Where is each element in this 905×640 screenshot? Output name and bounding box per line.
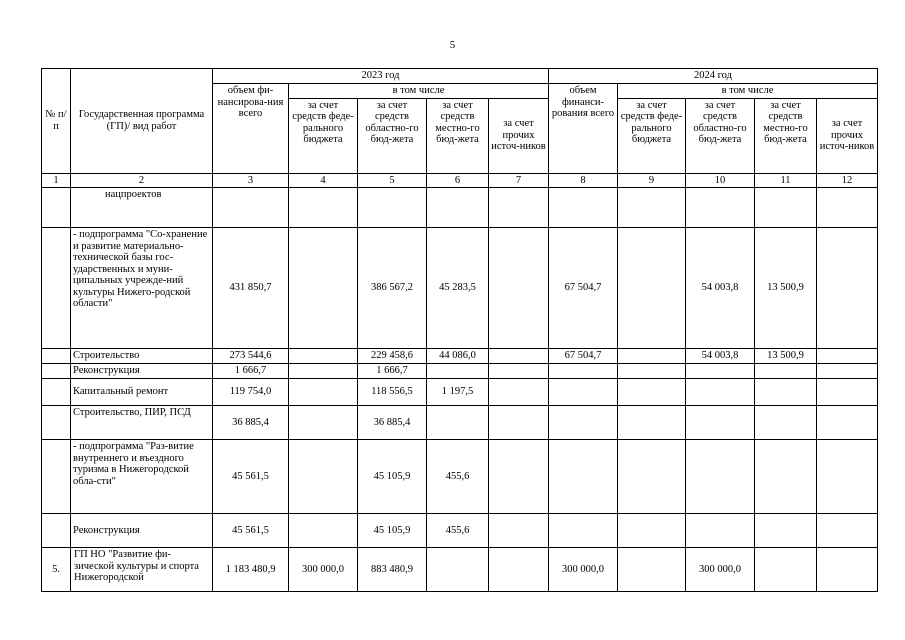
cell-other-2023 <box>489 548 549 592</box>
cell-other-2023 <box>489 440 549 514</box>
cell-other-2024 <box>817 364 878 379</box>
header-total-2023: объем фи-нансирова-ния всего <box>213 84 289 174</box>
cell-local-2023 <box>427 406 489 440</box>
row-name: Реконструкция <box>71 514 213 548</box>
row-number <box>42 349 71 364</box>
cell-total-2024: 67 504,7 <box>549 349 618 364</box>
cell-local-2024: 13 500,9 <box>755 228 817 349</box>
cell-local-2024 <box>755 364 817 379</box>
cell-other-2024 <box>817 406 878 440</box>
cell-regional-2023: 883 480,9 <box>358 548 427 592</box>
cell-total-2023: 45 561,5 <box>213 514 289 548</box>
row-number: 5. <box>42 548 71 592</box>
cell-regional-2023: 118 556,5 <box>358 379 427 406</box>
column-number: 5 <box>358 173 427 188</box>
cell-regional-2024 <box>686 379 755 406</box>
cell-total-2023: 119 754,0 <box>213 379 289 406</box>
header-other-2023: за счет прочих источ-ников <box>489 98 549 173</box>
row-name: Строительство <box>71 349 213 364</box>
cell-total-2024: 67 504,7 <box>549 228 618 349</box>
header-program: Государственная программа (ГП)/ вид работ <box>71 69 213 174</box>
cell-other-2024 <box>817 379 878 406</box>
table-row <box>42 379 878 406</box>
cell-local-2023 <box>427 548 489 592</box>
cell-regional-2023 <box>358 188 427 228</box>
cell-regional-2023: 45 105,9 <box>358 440 427 514</box>
cell-other-2023 <box>489 364 549 379</box>
header-local-2024: за счет средств местно-го бюд-жета <box>755 98 817 173</box>
cell-regional-2023: 229 458,6 <box>358 349 427 364</box>
cell-federal-2024 <box>618 188 686 228</box>
table-row <box>42 349 878 364</box>
cell-federal-2023 <box>289 379 358 406</box>
cell-other-2023 <box>489 514 549 548</box>
table-row <box>42 364 878 379</box>
cell-federal-2024 <box>618 514 686 548</box>
cell-other-2024 <box>817 228 878 349</box>
row-name: нацпроектов <box>71 188 213 228</box>
cell-regional-2024: 54 003,8 <box>686 228 755 349</box>
cell-other-2024 <box>817 188 878 228</box>
cell-local-2024 <box>755 548 817 592</box>
cell-total-2024 <box>549 440 618 514</box>
table-row <box>42 228 878 349</box>
column-number: 11 <box>755 173 817 188</box>
header-year-2024: 2024 год <box>549 69 878 84</box>
column-number: 7 <box>489 173 549 188</box>
row-name: Реконструкция <box>71 364 213 379</box>
budget-table <box>41 68 878 592</box>
cell-local-2024 <box>755 514 817 548</box>
column-number: 4 <box>289 173 358 188</box>
cell-other-2024 <box>817 514 878 548</box>
cell-regional-2023: 386 567,2 <box>358 228 427 349</box>
cell-other-2023 <box>489 406 549 440</box>
row-number <box>42 440 71 514</box>
cell-other-2024 <box>817 349 878 364</box>
cell-regional-2023: 36 885,4 <box>358 406 427 440</box>
cell-regional-2023: 1 666,7 <box>358 364 427 379</box>
cell-local-2023: 1 197,5 <box>427 379 489 406</box>
page-number: 5 <box>449 39 456 51</box>
cell-federal-2024 <box>618 349 686 364</box>
cell-local-2024 <box>755 406 817 440</box>
cell-local-2023: 45 283,5 <box>427 228 489 349</box>
column-number: 1 <box>42 173 71 188</box>
cell-local-2023 <box>427 364 489 379</box>
header-year-2023: 2023 год <box>213 69 549 84</box>
cell-regional-2024 <box>686 514 755 548</box>
cell-regional-2024: 54 003,8 <box>686 349 755 364</box>
column-number: 2 <box>71 173 213 188</box>
cell-federal-2024 <box>618 440 686 514</box>
cell-other-2024 <box>817 440 878 514</box>
cell-total-2024 <box>549 406 618 440</box>
cell-federal-2023 <box>289 364 358 379</box>
cell-total-2023: 36 885,4 <box>213 406 289 440</box>
row-number <box>42 364 71 379</box>
row-number <box>42 406 71 440</box>
cell-local-2023: 44 086,0 <box>427 349 489 364</box>
cell-total-2024 <box>549 514 618 548</box>
cell-regional-2024 <box>686 188 755 228</box>
column-number: 8 <box>549 173 618 188</box>
cell-total-2023: 1 183 480,9 <box>213 548 289 592</box>
cell-local-2024 <box>755 440 817 514</box>
cell-federal-2023 <box>289 406 358 440</box>
cell-federal-2023 <box>289 349 358 364</box>
cell-total-2024 <box>549 379 618 406</box>
cell-local-2023: 455,6 <box>427 514 489 548</box>
row-name: ГП НО "Развитие фи-зической культуры и спорта Нижегородской <box>71 548 213 592</box>
cell-federal-2024 <box>618 406 686 440</box>
cell-regional-2024 <box>686 440 755 514</box>
cell-local-2024 <box>755 379 817 406</box>
cell-federal-2023 <box>289 188 358 228</box>
header-local-2023: за счет средств местно-го бюд-жета <box>427 98 489 173</box>
row-number <box>42 514 71 548</box>
cell-total-2023: 431 850,7 <box>213 228 289 349</box>
cell-total-2023: 45 561,5 <box>213 440 289 514</box>
table-row <box>42 548 878 592</box>
cell-federal-2024 <box>618 379 686 406</box>
column-number: 10 <box>686 173 755 188</box>
cell-local-2023: 455,6 <box>427 440 489 514</box>
cell-federal-2024 <box>618 228 686 349</box>
cell-regional-2024 <box>686 406 755 440</box>
cell-federal-2023 <box>289 228 358 349</box>
header-total-2024: объем финанси-рования всего <box>549 84 618 174</box>
table-row <box>42 188 878 228</box>
column-number: 6 <box>427 173 489 188</box>
table-row <box>42 440 878 514</box>
table-row <box>42 514 878 548</box>
cell-other-2023 <box>489 349 549 364</box>
cell-federal-2024 <box>618 364 686 379</box>
cell-total-2023: 273 544,6 <box>213 349 289 364</box>
header-regional-2023: за счет средств областно-го бюд-жета <box>358 98 427 173</box>
cell-total-2024: 300 000,0 <box>549 548 618 592</box>
row-number <box>42 188 71 228</box>
cell-other-2023 <box>489 379 549 406</box>
header-including-2024: в том числе <box>618 84 878 99</box>
column-number: 9 <box>618 173 686 188</box>
row-name: Капитальный ремонт <box>71 379 213 406</box>
cell-local-2024: 13 500,9 <box>755 349 817 364</box>
row-number <box>42 379 71 406</box>
cell-regional-2024: 300 000,0 <box>686 548 755 592</box>
column-number-row <box>42 173 878 188</box>
header-other-2024: за счет прочих источ-ников <box>817 98 878 173</box>
cell-total-2023 <box>213 188 289 228</box>
cell-total-2024 <box>549 364 618 379</box>
header-no: № п/п <box>42 69 71 174</box>
cell-other-2024 <box>817 548 878 592</box>
cell-total-2023: 1 666,7 <box>213 364 289 379</box>
cell-total-2024 <box>549 188 618 228</box>
cell-federal-2023: 300 000,0 <box>289 548 358 592</box>
column-number: 12 <box>817 173 878 188</box>
header-row-years <box>42 69 878 84</box>
row-name: - подпрограмма "Раз-витие внутреннего и въездного туризма в Нижегородской обла-сти" <box>71 440 213 514</box>
column-number: 3 <box>213 173 289 188</box>
header-federal-2023: за счет средств феде-рального бюджета <box>289 98 358 173</box>
header-regional-2024: за счет средств областно-го бюд-жета <box>686 98 755 173</box>
cell-local-2023 <box>427 188 489 228</box>
cell-other-2023 <box>489 188 549 228</box>
cell-local-2024 <box>755 188 817 228</box>
table-row <box>42 406 878 440</box>
cell-federal-2023 <box>289 514 358 548</box>
row-number <box>42 228 71 349</box>
cell-other-2023 <box>489 228 549 349</box>
cell-regional-2024 <box>686 364 755 379</box>
row-name: Строительство, ПИР, ПСД <box>71 406 213 440</box>
cell-regional-2023: 45 105,9 <box>358 514 427 548</box>
header-including-2023: в том числе <box>289 84 549 99</box>
cell-federal-2023 <box>289 440 358 514</box>
header-federal-2024: за счет средств феде-рального бюджета <box>618 98 686 173</box>
row-name: - подпрограмма "Со-хранение и развитие материально-технической базы гос-ударственных и муни-ципальных учрежде-ний культуры Нижего-родской области" <box>71 228 213 349</box>
cell-federal-2024 <box>618 548 686 592</box>
